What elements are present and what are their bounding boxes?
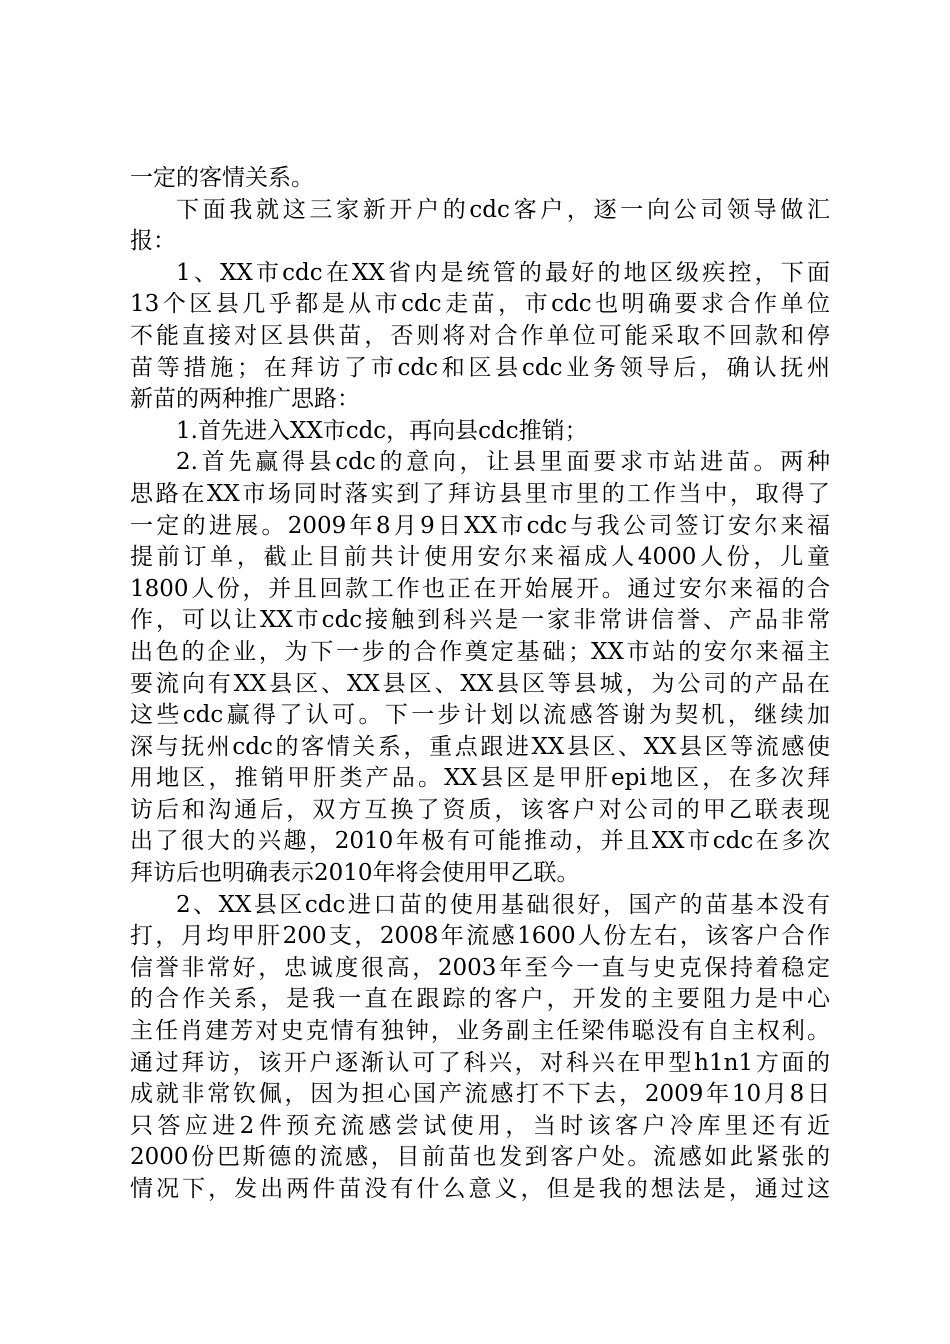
text-line: 的合作关系，是我一直在跟踪的客户，开发的主要阻力是中心 [130, 986, 830, 1013]
text-line: 成就非常钦佩，因为担心国产流感打不下去，2009年10月8日 [130, 1081, 830, 1108]
text-line: 新苗的两种推广思路： [130, 386, 360, 413]
text-line: 拜访后也明确表示2010年将会使用甲乙联。 [130, 860, 580, 887]
text-line: 思路在XX市场同时落实到了拜访县里市里的工作当中，取得了 [130, 480, 830, 507]
text-line: 要流向有XX县区、XX县区、XX县区等县城，为公司的产品在 [130, 670, 830, 697]
text-line: 情况下，发出两件苗没有什么意义，但是我的想法是，通过这 [130, 1176, 830, 1202]
text-line: 2.首先赢得县cdc的意向，让县里面要求市站进苗。两种 [176, 449, 830, 476]
text-line: 访后和沟通后，双方互换了资质，该客户对公司的甲乙联表现 [130, 796, 830, 823]
text-line: 1800人份，并且回款工作也正在开始展开。通过安尔来福的合 [130, 575, 830, 602]
text-line: 用地区，推销甲肝类产品。XX县区是甲肝epi地区，在多次拜 [130, 765, 830, 792]
text-line: 2、XX县区cdc进口苗的使用基础很好，国产的苗基本没有 [176, 891, 830, 918]
document-body [130, 163, 830, 1206]
text-line: 2000份巴斯德的流感，目前苗也发到客户处。流感如此紧张的 [130, 1144, 830, 1171]
text-line: 一定的进展。2009年8月9日XX市cdc与我公司签订安尔来福 [130, 512, 830, 539]
text-line: 作，可以让XX市cdc接触到科兴是一家非常讲信誉、产品非常 [130, 607, 830, 634]
text-line: 提前订单，截止目前共计使用安尔来福成人4000人份，儿童 [130, 544, 830, 571]
text-line: 这些cdc赢得了认可。下一步计划以流感答谢为契机，继续加 [130, 702, 830, 729]
text-line: 13个区县几乎都是从市cdc走苗，市cdc也明确要求合作单位 [130, 291, 830, 318]
text-line: 出色的企业，为下一步的合作奠定基础；XX市站的安尔来福主 [130, 638, 830, 665]
text-line: 深与抚州cdc的客情关系，重点跟进XX县区、XX县区等流感使 [130, 733, 830, 760]
text-line: 主任肖建芳对史克情有独钟，业务副主任梁伟聪没有自主权利。 [130, 1018, 830, 1045]
text-line: 1、XX市cdc在XX省内是统管的最好的地区级疾控，下面 [176, 259, 830, 286]
text-line: 不能直接对区县供苗，否则将对合作单位可能采取不回款和停 [130, 322, 830, 349]
text-line: 苗等措施；在拜访了市cdc和区县cdc业务领导后，确认抚州 [130, 354, 830, 381]
text-line: 通过拜访，该开户逐渐认可了科兴，对科兴在甲型h1n1方面的 [130, 1049, 830, 1076]
text-line: 下面我就这三家新开户的cdc客户，逐一向公司领导做汇 [176, 196, 830, 223]
text-line: 1.首先进入XX市cdc，再向县cdc推销； [176, 417, 588, 444]
text-line: 一定的客情关系。 [130, 165, 314, 191]
text-line: 只答应进2件预充流感尝试使用，当时该客户冷库里还有近 [130, 1112, 830, 1139]
text-line: 打，月均甲肝200支，2008年流感1600人份左右，该客户合作 [130, 923, 830, 950]
text-line: 信誉非常好，忠诚度很高，2003年至今一直与史克保持着稳定 [130, 954, 830, 981]
text-line: 出了很大的兴趣，2010年极有可能推动，并且XX市cdc在多次 [130, 828, 830, 855]
text-line: 报： [130, 228, 176, 255]
